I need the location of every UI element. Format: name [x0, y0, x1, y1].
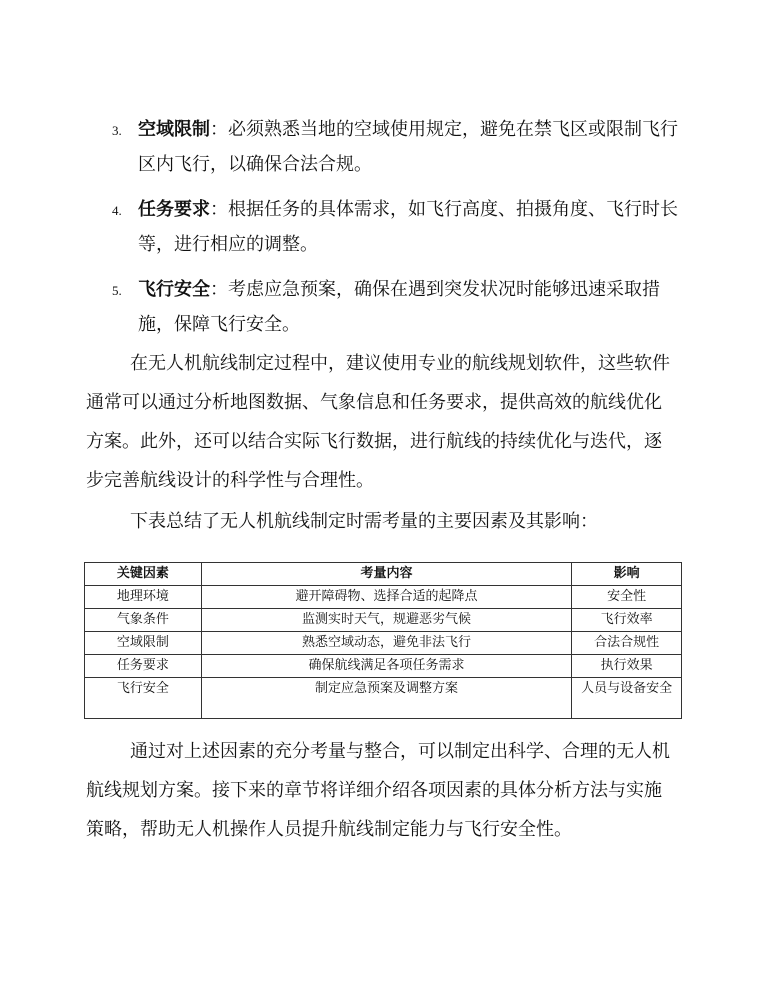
numbered-list — [86, 112, 686, 352]
table-header-row — [85, 563, 682, 586]
table-cell: 执行效果 — [572, 655, 682, 678]
table-cell: 地理环境 — [85, 586, 202, 609]
table-cell: 气象条件 — [85, 609, 202, 632]
table-row — [85, 678, 682, 719]
table-cell: 安全性 — [572, 586, 682, 609]
list-item-colon: ： — [210, 199, 228, 220]
paragraph-conclusion: 通过对上述因素的充分考量与整合，可以制定出科学、合理的无人机航线规划方案。接下来的章节将详细介绍各项因素的具体分析方法与实施策略，帮助无人机操作人员提升航线制定能力与飞行安全性。 — [86, 741, 670, 840]
table-cell: 确保航线满足各项任务需求 — [201, 655, 571, 678]
paragraph-software-recommendation: 在无人机航线制定过程中，建议使用专业的航线规划软件，这些软件通常可以通过分析地图数据、气象信息和任务要求，提供高效的航线优化方案。此外，还可以结合实际飞行数据，进行航线的持续优化与迭代，逐步完善航线设计的科学性与合理性。 — [86, 353, 670, 491]
table-row — [85, 632, 682, 655]
list-item-colon: ： — [210, 279, 228, 300]
table-cell: 人员与设备安全 — [572, 678, 682, 719]
list-item — [86, 112, 686, 182]
list-item-number: 3. — [112, 123, 122, 138]
list-item-term: 任务要求 — [138, 199, 210, 220]
factors-table — [84, 562, 682, 719]
list-item-text: 根据任务的具体需求，如飞行高度、拍摄角度、飞行时长等，进行相应的调整。 — [138, 199, 678, 255]
table-cell: 避开障碍物、选择合适的起降点 — [201, 586, 571, 609]
list-item-number: 5. — [112, 283, 122, 298]
list-item-text: 必须熟悉当地的空域使用规定，避免在禁飞区或限制飞行区内飞行，以确保合法合规。 — [138, 119, 678, 175]
table-row — [85, 586, 682, 609]
table-header-cell: 关键因素 — [85, 563, 202, 586]
table-cell: 任务要求 — [85, 655, 202, 678]
table-cell: 制定应急预案及调整方案 — [201, 678, 571, 719]
table-cell: 飞行安全 — [85, 678, 202, 719]
list-item-text: 考虑应急预案，确保在遇到突发状况时能够迅速采取措施，保障飞行安全。 — [138, 279, 660, 335]
list-item-term: 飞行安全 — [138, 279, 210, 300]
table-cell: 合法合规性 — [572, 632, 682, 655]
table-cell: 空域限制 — [85, 632, 202, 655]
table-cell: 监测实时天气，规避恶劣气候 — [201, 609, 571, 632]
table-header-cell: 影响 — [572, 563, 682, 586]
table-cell: 熟悉空域动态，避免非法飞行 — [201, 632, 571, 655]
list-item-colon: ： — [210, 119, 228, 140]
list-item-number: 4. — [112, 203, 122, 218]
list-item — [86, 192, 686, 262]
list-item — [86, 272, 686, 342]
table-header-cell: 考量内容 — [201, 563, 571, 586]
list-item-term: 空域限制 — [138, 119, 210, 140]
table-cell: 飞行效率 — [572, 609, 682, 632]
table-row — [85, 655, 682, 678]
paragraph-table-intro: 下表总结了无人机航线制定时需考量的主要因素及其影响： — [130, 511, 598, 532]
table-row — [85, 609, 682, 632]
